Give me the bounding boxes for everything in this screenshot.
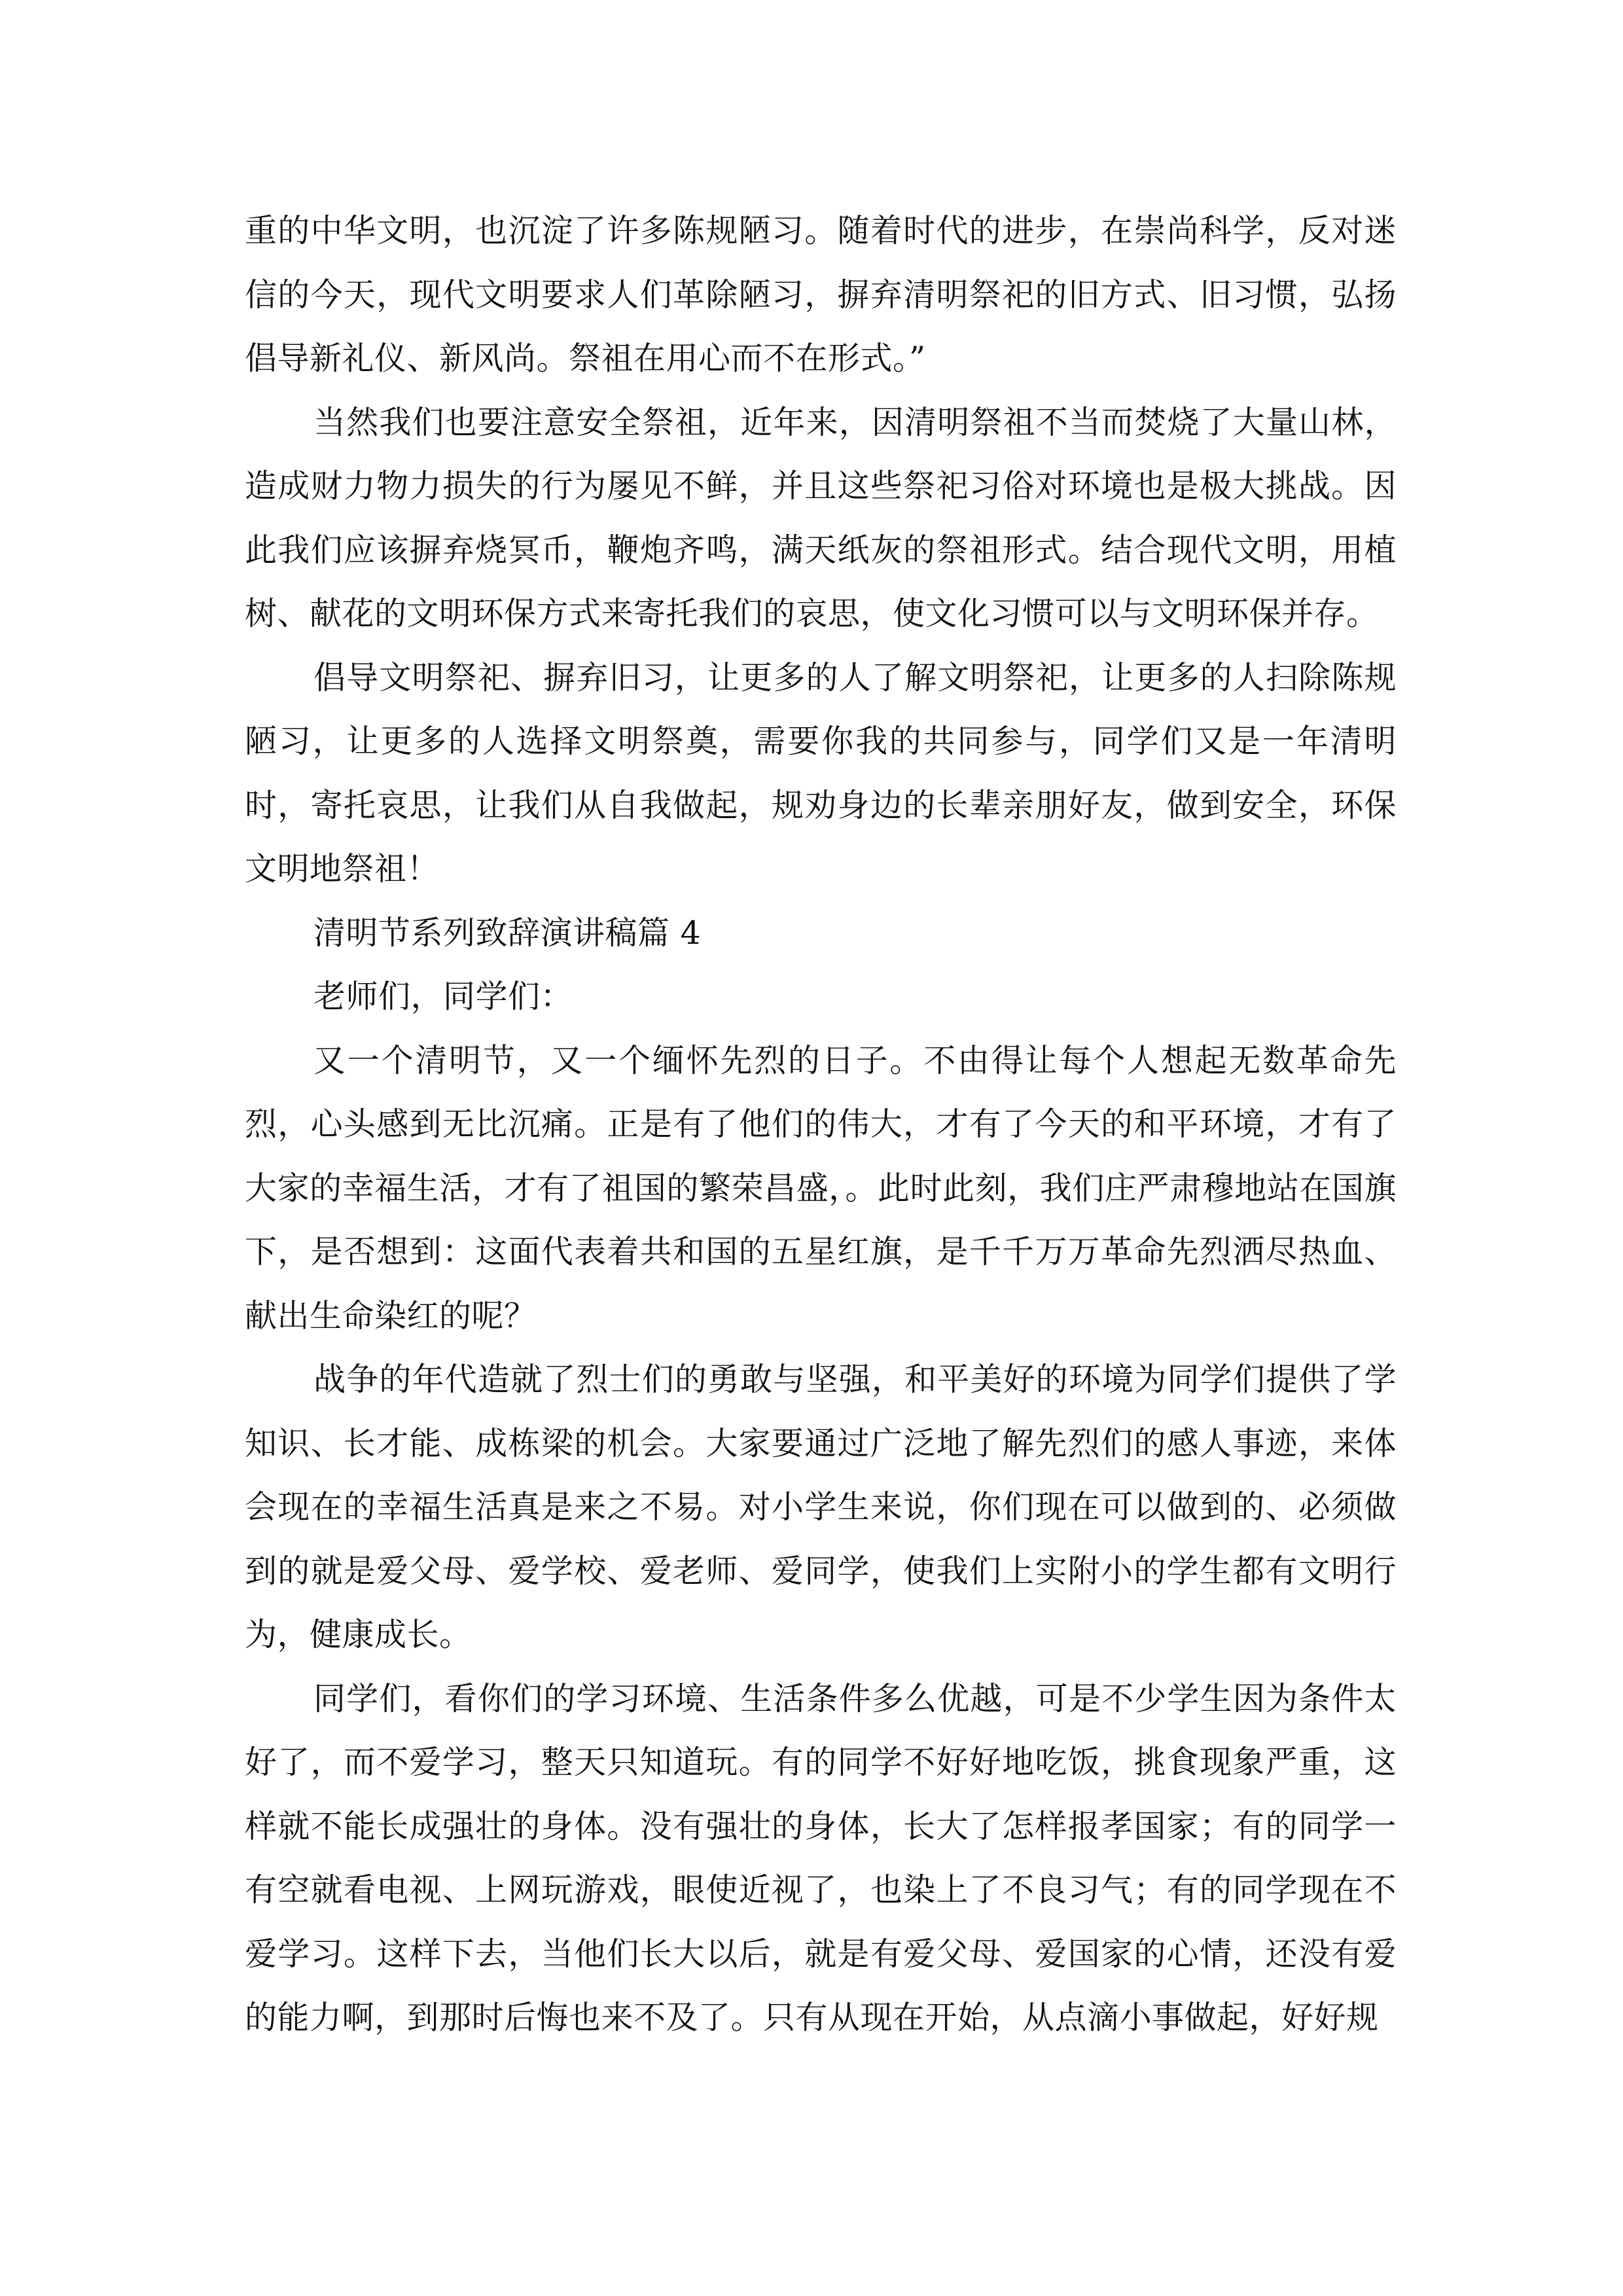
salutation: 老师们，同学们：	[313, 978, 573, 1015]
document-body	[245, 199, 1397, 2050]
paragraph-students: 同学们，看你们的学习环境、生活条件多么优越，可是不少学生因为条件太好了，而不爱学习，整天只知道玩。有的同学不好好地吃饭，挑食现象严重，这样就不能长成强壮的身体。没有强壮的身体，长大了怎样报孝国家；有的同学一有空就看电视、上网玩游戏，眼使近视了，也染上了不良习气；有的同学现在不爱学习。这样下去，当他们长大以后，就是有爱父母、爱国家的心情，还没有爱的能力啊，到那时后悔也来不及了。只有从现在开始，从点滴小事做起，好好规	[245, 1679, 1397, 2036]
paragraph-continued: 重的中华文明，也沉淀了许多陈规陋习。随着时代的进步，在崇尚科学，反对迷信的今天，现代文明要求人们革除陋习，摒弃清明祭祀的旧方式、旧习惯，弘扬倡导新礼仪、新风尚。祭祖在用心而不在形式。”	[245, 212, 1397, 377]
paragraph-civilized-worship: 倡导文明祭祀、摒弃旧习，让更多的人了解文明祭祀，让更多的人扫除陈规陋习，让更多的人选择文明祭奠，需要你我的共同参与，同学们又是一年清明时，寄托哀思，让我们从自我做起，规劝身边的长辈亲朋好友，做到安全，环保文明地祭祖！	[245, 658, 1397, 888]
paragraph-martyrs: 又一个清明节，又一个缅怀先烈的日子。不由得让每个人想起无数革命先烈，心头感到无比沉痛。正是有了他们的伟大，才有了今天的和平环境，才有了大家的幸福生活，才有了祖国的繁荣昌盛，。此时此刻，我们庄严肃穆地站在国旗下，是否想到：这面代表着共和国的五星红旗，是千千万万革命先烈洒尽热血、献出生命染红的呢？	[245, 1041, 1397, 1335]
paragraph-war-era: 战争的年代造就了烈士们的勇敢与坚强，和平美好的环境为同学们提供了学知识、长才能、成栋梁的机会。大家要通过广泛地了解先烈们的感人事迹，来体会现在的幸福生活真是来之不易。对小学生来说，你们现在可以做到的、必须做到的就是爱父母、爱学校、爱老师、爱同学，使我们上实附小的学生都有文明行为，健康成长。	[245, 1361, 1397, 1653]
paragraph-safe-worship: 当然我们也要注意安全祭祖，近年来，因清明祭祖不当而焚烧了大量山林，造成财力物力损失的行为屡见不鲜，并且这些祭祀习俗对环境也是极大挑战。因此我们应该摒弃烧冥币，鞭炮齐鸣，满天纸灰的祭祖形式。结合现代文明，用植树、献花的文明环保方式来寄托我们的哀思，使文化习惯可以与文明环保并存。	[245, 403, 1397, 632]
section-heading: 清明节系列致辞演讲稿篇 4	[313, 914, 702, 952]
